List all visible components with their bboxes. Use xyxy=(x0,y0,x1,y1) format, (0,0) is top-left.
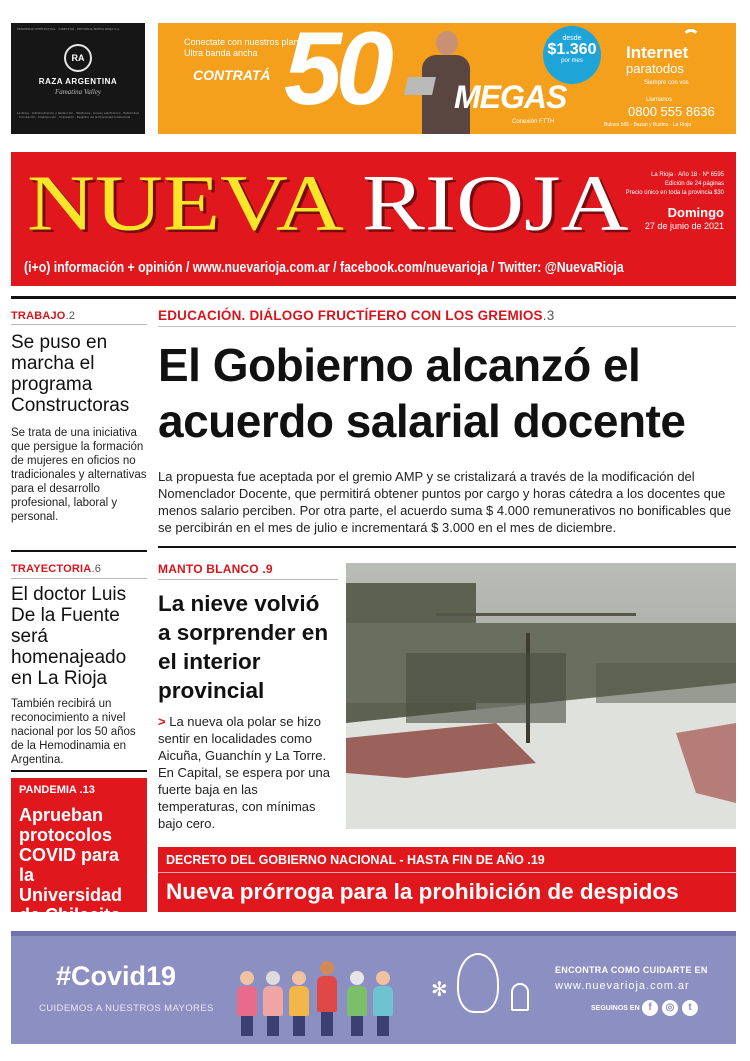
kicker-text: DECRETO DEL GOBIERNO NACIONAL - HASTA FIN DE AÑO xyxy=(166,853,524,867)
covid-web[interactable]: www.nuevarioja.com.ar xyxy=(555,980,690,992)
facebook-icon[interactable]: f xyxy=(642,1000,658,1016)
story-trayectoria[interactable] xyxy=(11,563,147,767)
person-figure xyxy=(317,961,337,1036)
ad-price-bubble xyxy=(543,26,601,84)
ad-fine-print-top: PROPIEDAD INTELECTUAL · DIRECTOR · EDITORIAL NUEVA RIOJA S.A. xyxy=(17,27,121,31)
title-part-rioja: RIOJA xyxy=(362,159,629,248)
masthead-tagline[interactable]: (i+o) información + opinión / www.nuevarioja.com.ar / facebook.com/nuevarioja / Twitter: @NuevaRioja xyxy=(24,259,624,276)
snow-kicker xyxy=(158,562,273,576)
story-kicker xyxy=(11,310,147,322)
snow-body-text: La nueva ola polar se hizo sentir en localidades como Aicuña, Guanchín y La Torre. En Capital, se espera por una fuerte baja en las temperaturas, con mínimas bajo cero. xyxy=(158,714,330,831)
story-body: También recibirá un reconocimiento a nivel nacional por los 50 años de la Hemodinamia en Argentina. xyxy=(11,698,136,766)
divider xyxy=(158,546,736,548)
main-kicker xyxy=(158,308,554,323)
ad-call: Llamanos xyxy=(646,97,673,103)
story-kicker xyxy=(19,784,139,796)
kicker-page: .9 xyxy=(262,562,273,576)
person-distance-icon xyxy=(511,983,529,1011)
edition-pages: Edición de 24 páginas xyxy=(664,181,724,187)
snow-body xyxy=(158,713,340,832)
story-headline: Se puso en marcha el programa Constructoras xyxy=(11,332,130,416)
divider xyxy=(11,578,147,579)
covid-find: ENCONTRA COMO CUIDARTE EN xyxy=(555,965,708,975)
person-figure xyxy=(237,971,257,1036)
snow-landscape-image xyxy=(346,563,736,829)
person-figure xyxy=(347,971,367,1036)
ad-fibra: Conexión FTTH xyxy=(512,119,555,125)
kicker-text: TRAYECTORIA xyxy=(11,563,92,575)
ad-brand-line1: Internet xyxy=(626,43,689,62)
kicker-page: .2 xyxy=(65,310,76,322)
story-pandemia[interactable] xyxy=(11,778,147,925)
kicker-text: MANTO BLANCO xyxy=(158,562,259,576)
kicker-page: .3 xyxy=(542,308,555,323)
ad-raza-argentina[interactable] xyxy=(11,23,145,134)
decree-headline: Nueva prórroga para la prohibición de despidos xyxy=(166,879,679,904)
person-figure xyxy=(289,971,309,1036)
ad-big-number: 50 xyxy=(284,23,388,127)
ad-megas: MEGAS xyxy=(454,79,567,115)
decree-kicker xyxy=(166,853,545,867)
covid-follow: SEGUINOS EN xyxy=(591,1005,640,1012)
main-headline[interactable] xyxy=(158,337,738,449)
kicker-page: .19 xyxy=(527,853,545,867)
edition-number: La Rioja · Año 18 · Nº 6595 xyxy=(651,172,724,178)
divider xyxy=(11,770,147,772)
edition-price: Precio único en toda la provincia $30 xyxy=(625,190,724,196)
masthead xyxy=(11,152,736,286)
ad-brand: RAZA ARGENTINA xyxy=(38,77,118,86)
story-headline: Aprueban protocolos COVID para la Universidad de Chilecito xyxy=(19,805,123,925)
instagram-icon[interactable]: ◎ xyxy=(662,1000,678,1016)
main-lead: La propuesta fue aceptada por el gremio AMP y se cristalizará a través de la modificación del Nomenclador Docente, que permitirá obtener puntos por cargo y horas cátedra a los docentes que menos salario perciben. Por otra parte, el acuerdo suma $ 4.000 remunerativos no bonificables que se percibirán en el mes de julio e incrementará $ 3.000 en el mes de diciembre. xyxy=(158,469,732,535)
banner-stripe xyxy=(11,931,736,936)
ad-internet-paratodos[interactable] xyxy=(158,23,736,134)
snow-photo[interactable] xyxy=(346,563,736,829)
ad-per-mes: por mes xyxy=(561,58,583,64)
decree-band[interactable] xyxy=(158,847,736,912)
section-divider xyxy=(11,296,736,299)
kicker-page: .13 xyxy=(79,784,95,796)
covid-subtitle: CUIDEMOS A NUESTROS MAYORES xyxy=(39,1003,214,1014)
person-figure xyxy=(373,971,393,1036)
newspaper-title xyxy=(27,159,629,248)
twitter-icon[interactable]: t xyxy=(682,1000,698,1016)
divider xyxy=(158,872,736,873)
story-headline: El doctor Luis De la Fuente será homenajeado en La Rioja xyxy=(11,584,127,689)
ad-tagline: Conectate con nuestros planes Ultra banda ancha xyxy=(184,37,309,58)
edition-date: 27 de junio de 2021 xyxy=(644,221,724,231)
arrow-icon: > xyxy=(158,714,166,729)
ad-fine-print-bottom: La Rioja · Administración y Redacción · Teléfonos · Correo electrónico · Publicidad · Circulación · Distribución · Impresión · Registro de la Propiedad Intelectual xyxy=(17,111,139,119)
story-kicker xyxy=(11,563,147,575)
ad-phone: 0800 555 8636 xyxy=(628,104,715,119)
kicker-text: TRABAJO xyxy=(11,310,66,322)
kicker-text: PANDEMIA xyxy=(19,784,77,796)
ad-brand-line2: paratodos xyxy=(626,61,684,76)
person-figure xyxy=(263,971,283,1036)
main-headline-line1: El Gobierno alcanzó el xyxy=(158,339,641,391)
ad-price: $1.360 xyxy=(547,41,597,58)
ad-desde: desde xyxy=(562,35,582,42)
kicker-page: .6 xyxy=(91,563,102,575)
ad-subtitle: Famatina Valley xyxy=(54,88,102,96)
snow-headline[interactable]: La nieve volvió a sorprender en el interior provincial xyxy=(158,591,329,703)
edition-weekday: Domingo xyxy=(667,205,724,220)
story-body: Se trata de una iniciativa que persigue la formación de mujeres en oficios no tradicionales y alternativas para el desarrollo profesional, laboral y personal. xyxy=(11,427,147,523)
virus-icon: ✻ xyxy=(431,979,448,1001)
divider xyxy=(11,550,147,552)
title-part-nueva: NUEVA xyxy=(27,159,339,248)
raza-argentina-logo: RA xyxy=(64,44,92,72)
story-trabajo[interactable] xyxy=(11,310,147,524)
ad-slogan: Siempre con vos xyxy=(644,80,689,86)
ad-cta: CONTRATÁ xyxy=(193,67,271,83)
ad-footer: Bulnes 565 - Bazan y Bustos - La Rioja xyxy=(604,122,691,128)
main-headline-line2: acuerdo salarial docente xyxy=(158,395,686,447)
edition-info xyxy=(626,171,724,232)
mask-face-icon xyxy=(457,953,499,1013)
covid-hashtag: #Covid19 xyxy=(56,961,177,991)
covid-banner[interactable] xyxy=(11,931,736,1044)
kicker-text: EDUCACIÓN. DIÁLOGO FRUCTÍFERO CON LOS GREMIOS xyxy=(158,308,543,323)
divider xyxy=(11,324,147,325)
divider xyxy=(158,326,736,327)
divider xyxy=(158,579,338,580)
